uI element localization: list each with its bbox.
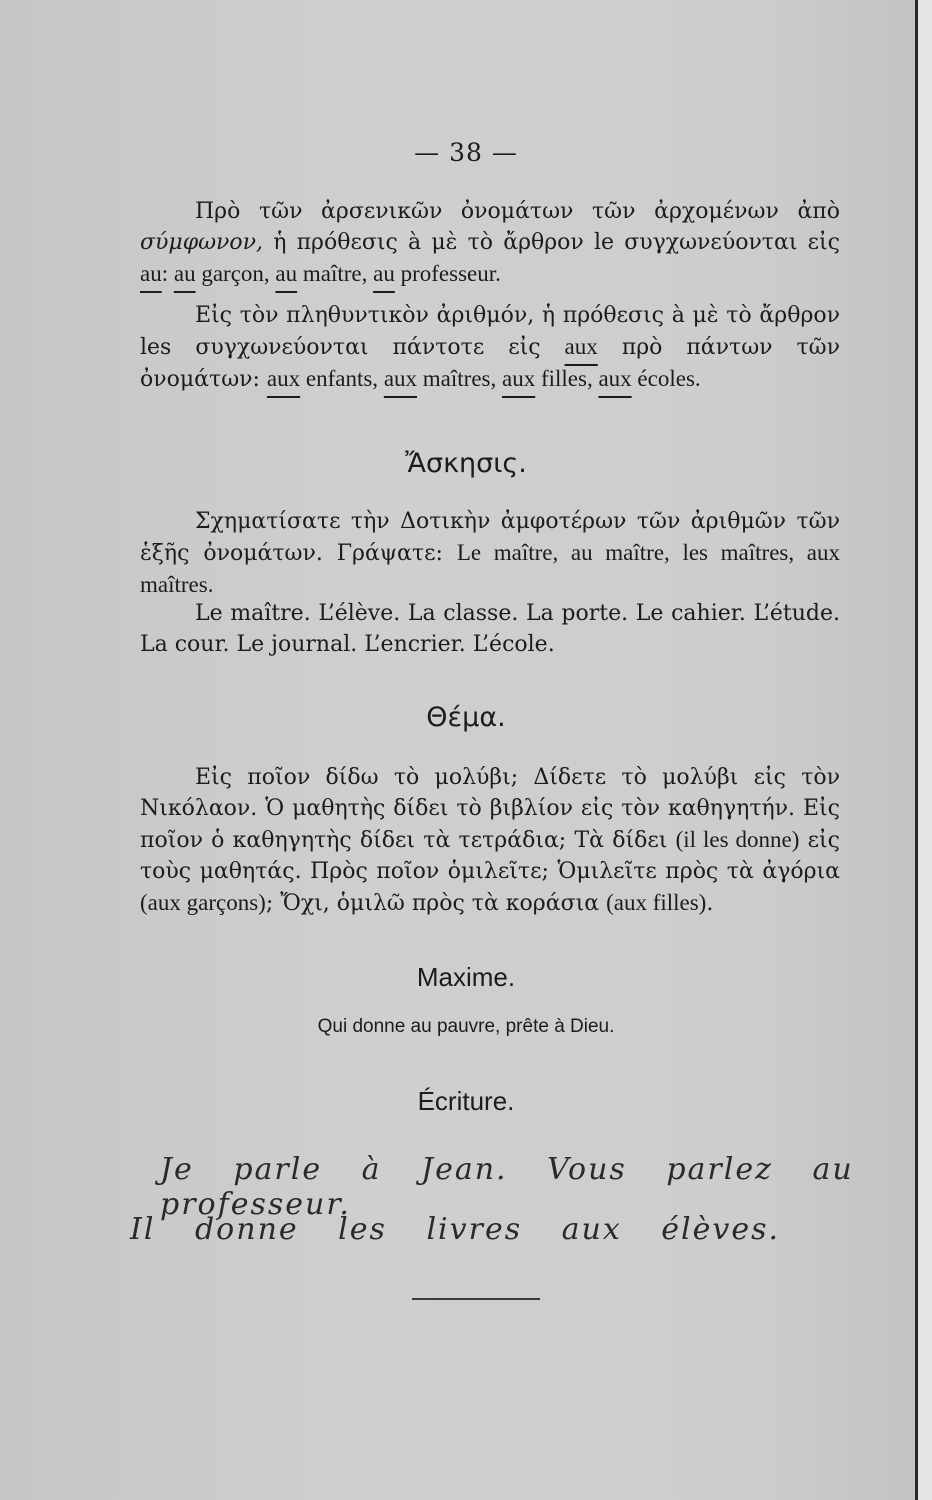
intro-paragraph-1 <box>140 196 840 290</box>
thema-paragraph <box>140 762 840 919</box>
thema-text-e: ; Ὄχι, ὁμιλῶ πρὸς τὰ κοράσια <box>265 891 607 916</box>
thema-text-c: εἰς τοὺς μαθητάς. Πρὸς ποῖον ὁμιλεῖτε; Ὁμιλεῖτε πρὸς τὰ ἀγόρια <box>140 828 840 884</box>
intro-p1-text-d: garçon, <box>195 261 276 286</box>
page-edge-line <box>915 0 918 1500</box>
thema-text-b: (il les donne) <box>675 827 800 852</box>
intro-p2-aux-4: aux <box>501 366 536 391</box>
intro-p2-aux-2: aux <box>266 366 301 391</box>
intro-p2-text-b: πρὸ πάντων τῶν ὀνομάτων: <box>140 335 840 392</box>
page-edge-strip <box>918 0 932 1500</box>
intro-p2-text-f: écoles. <box>631 366 701 391</box>
intro-p2-text-a: Εἰς τὸν πληθυντικὸν ἀριθμόν, ἡ πρόθεσις à μὲ τὸ ἄρθρον les συγχωνεύονται πάντοτε εἰς <box>140 303 840 360</box>
thema-text-g: . <box>706 891 714 916</box>
ecriture-heading: Écriture. <box>417 1086 515 1116</box>
intro-p2-aux-5: aux <box>598 366 632 391</box>
intro-p2-aux-3: aux <box>383 366 418 391</box>
intro-p1-text-c: ἡ πρόθεσις à μὲ τὸ ἄρθρον le συγχωνεύονται εἰς <box>263 230 840 255</box>
intro-p2-text-e: filles, <box>535 366 599 391</box>
end-rule <box>412 1298 540 1300</box>
intro-p1-text-b: σύμφωνον, <box>140 230 264 255</box>
intro-p1-text-a: Πρὸ τῶν ἀρσενικῶν ὀνομάτων τῶν ἀρχομένων ἀπὸ <box>195 199 840 224</box>
thema-text-a: Εἰς ποῖον δίδω τὸ μολύβι; Δίδετε τὸ μολύβι εἰς τὸν Νικόλαον. Ὁ μαθητὴς δίδει τὸ βιβλίον εἰς τὸν καθηγητήν. Εἰς ποῖον ὁ καθηγητὴς δίδει τὰ τετράδια; Τὰ δίδει <box>140 765 840 853</box>
intro-paragraph-2 <box>140 300 840 395</box>
maxime-text: Qui donne au pauvre, prête à Dieu. <box>317 1016 615 1037</box>
intro-p1-au-3: au <box>275 261 298 286</box>
askesis-paragraph-2: Le maître. L’élève. La classe. La porte. Le cahier. L’étude. La cour. Le journal. L’encrier. L’école. <box>140 601 840 657</box>
askesis-p1-french: Le maître, au maître, les maîtres, aux maîtres. <box>140 540 840 597</box>
thema-heading: Θέμα. <box>426 702 506 733</box>
ecriture-line-2: Il donne les livres aux élèves. <box>130 1212 781 1247</box>
askesis-p1-greek: Σχηματίσατε τὴν Δοτικὴν ἀμφοτέρων τῶν ἀριθμῶν τῶν ἑξῆς ὀνομάτων. Γράψατε: <box>140 509 840 566</box>
intro-p1-au-1: au <box>140 261 162 286</box>
maxime-heading: Maxime. <box>416 962 516 992</box>
intro-p2-text-d: maîtres, <box>417 366 502 391</box>
page-number: — 38 — <box>414 138 518 167</box>
askesis-heading: Ἄσκησις. <box>405 448 527 479</box>
thema-text-f: (aux filles) <box>606 890 707 915</box>
intro-p1-text-e: maître, <box>297 261 374 286</box>
intro-p1-colon: : <box>161 261 174 286</box>
intro-p1-au-2: au <box>173 261 196 286</box>
intro-p1-text-f: professeur. <box>394 261 501 286</box>
ecriture-line-1: Je parle à Jean. Vous parlez au professeur. <box>160 1152 854 1222</box>
intro-p2-text-c: enfants, <box>300 366 384 391</box>
intro-p2-aux-1: aux <box>564 334 598 359</box>
askesis-paragraph-1 <box>140 506 840 601</box>
intro-p1-au-4: au <box>373 261 395 286</box>
thema-text-d: (aux garçons) <box>140 890 266 915</box>
